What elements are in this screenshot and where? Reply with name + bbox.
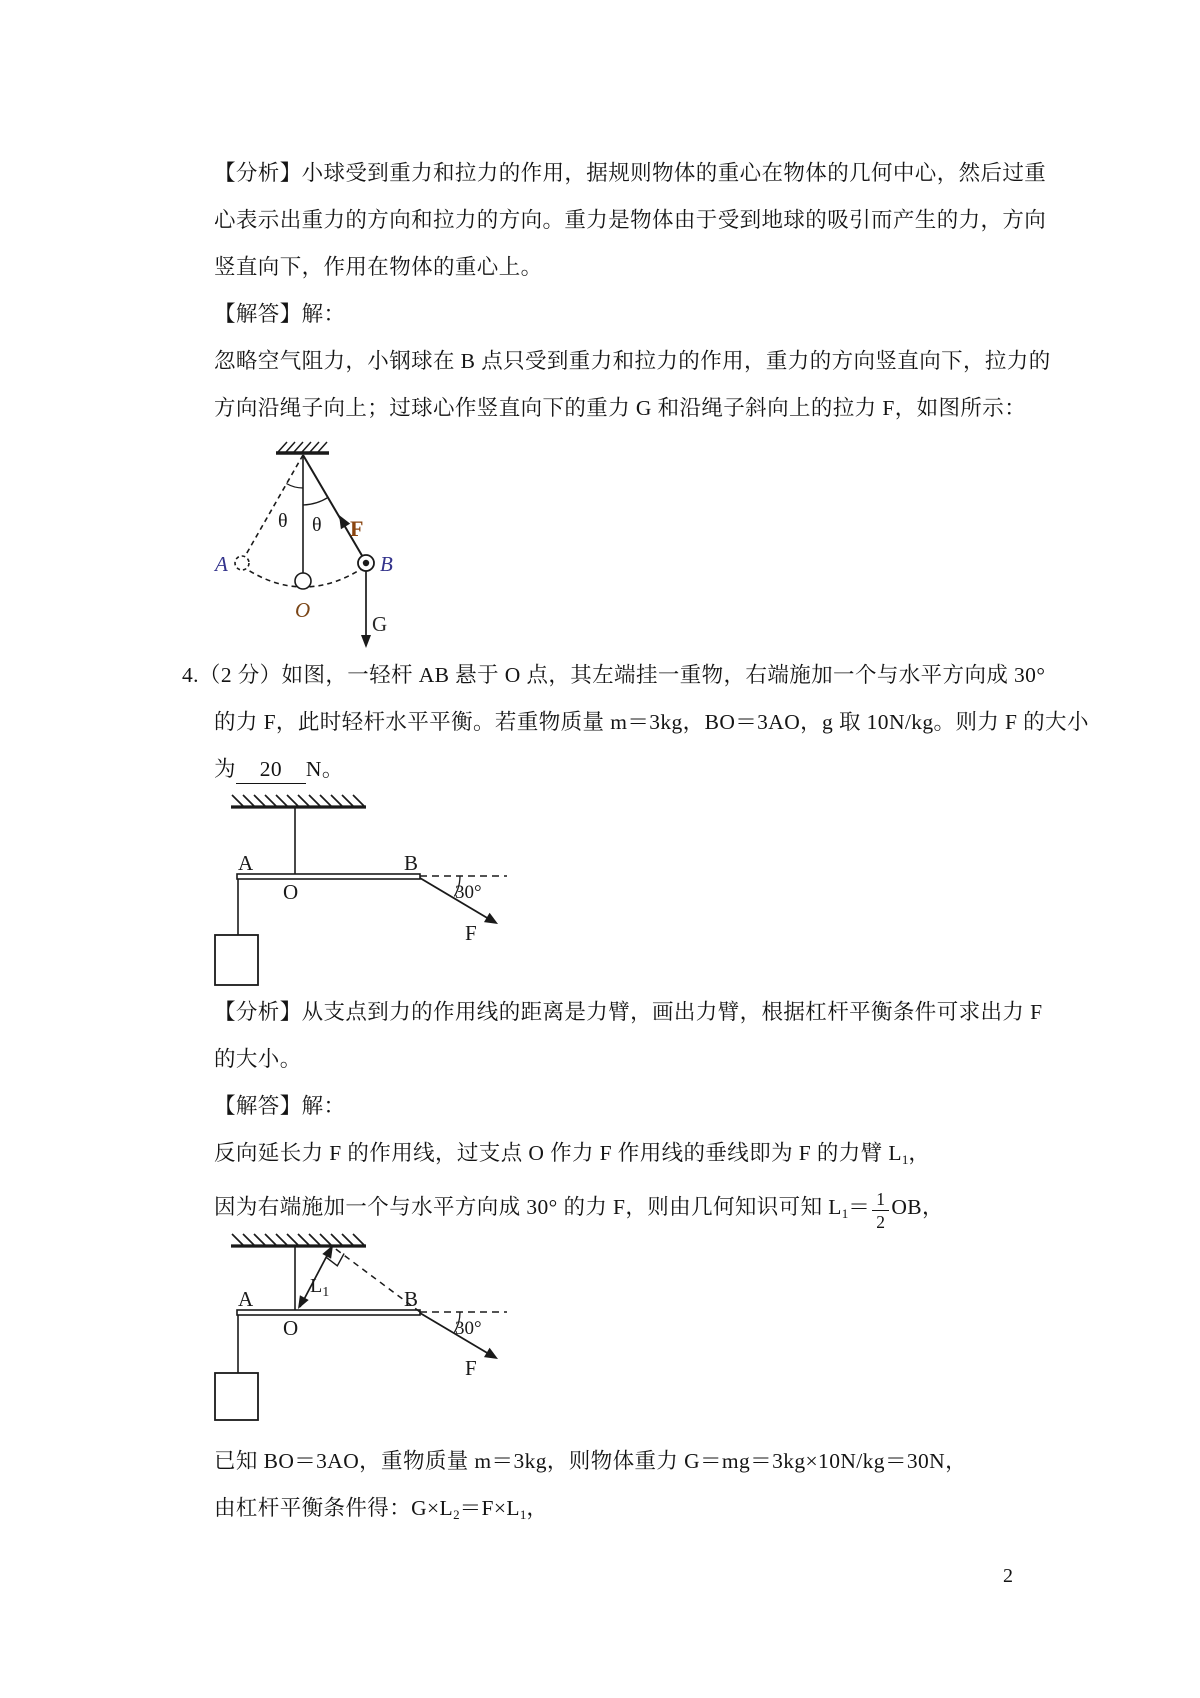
lever-diagram xyxy=(205,790,535,1000)
answer1-line2: 方向沿绳子向上；过球心作竖直向下的重力 G 和沿绳子斜向上的拉力 F，如图所示： xyxy=(214,396,1027,420)
string-position-B xyxy=(303,455,364,559)
L-subscript: 1 xyxy=(322,1285,330,1300)
subscript-1: 1 xyxy=(519,1507,527,1522)
theta-arc-right xyxy=(303,497,328,505)
weight-box xyxy=(215,935,258,985)
answer2-line1-text: 反向延长力 F 的作用线，过支点 O 作力 F 作用线的垂线即为 F 的力臂 L xyxy=(214,1141,902,1165)
answer2-line3: 已知 BO＝3AO，重物质量 m＝3kg，则物体重力 G＝mg＝3kg×10N/kg＝30N， xyxy=(214,1449,967,1473)
point-B-label: B xyxy=(380,552,393,576)
fraction-denominator: 2 xyxy=(876,1212,886,1233)
pendulum-force-diagram xyxy=(200,440,430,658)
force-G-label: G xyxy=(372,612,388,636)
question4-answer-line xyxy=(214,756,344,784)
equals-sign: ＝ xyxy=(848,1195,871,1220)
angle-30-label: 30° xyxy=(455,1318,482,1339)
lever-equation-rhs: ＝F×L xyxy=(459,1496,520,1520)
ball-at-O xyxy=(295,573,311,589)
point-A-label: A xyxy=(215,552,228,576)
string-position-A xyxy=(244,455,303,558)
equation-comma: ， xyxy=(526,1496,549,1520)
ceiling-hatch xyxy=(232,1234,364,1245)
page-number: 2 xyxy=(1003,1565,1013,1587)
answer2-line1-comma: ， xyxy=(908,1141,931,1165)
point-A-label: A xyxy=(238,851,254,875)
analysis2-line2: 的大小。 xyxy=(214,1047,302,1071)
lever-bar xyxy=(237,874,420,879)
force-F-label: F xyxy=(465,921,477,945)
L-letter: L xyxy=(310,1275,323,1297)
moment-arm-L1-label xyxy=(310,1275,329,1300)
theta-left-label: θ xyxy=(278,510,288,532)
point-A-label: A xyxy=(238,1287,254,1311)
point-O-label: O xyxy=(283,880,299,904)
angle-30-label: 30° xyxy=(455,882,482,903)
question4-line1: 4.（2 分）如图，一轻杆 AB 悬于 O 点，其左端挂一重物，右端施加一个与水平方向成 30° xyxy=(182,663,1046,687)
weight-box xyxy=(215,1373,258,1420)
analysis1-line2: 心表示出重力的方向和拉力的方向。重力是物体由于受到地球的吸引而产生的力，方向 xyxy=(214,208,1047,232)
ball-at-B-center xyxy=(363,560,369,566)
answer2-line2-text: 因为右端施加一个与水平方向成 30° 的力 F，则由几何知识可知 L xyxy=(214,1195,842,1220)
answer2-label: 【解答】解： xyxy=(214,1094,346,1118)
subscript-2: 2 xyxy=(453,1507,460,1522)
lever-diagram-with-moment-arm xyxy=(205,1228,535,1428)
lever-bar xyxy=(237,1310,420,1315)
ceiling-hatch xyxy=(232,795,364,806)
point-O-label: O xyxy=(295,598,311,622)
force-F-label: F xyxy=(350,516,364,541)
subscript-1: 1 xyxy=(841,1206,849,1222)
answer-post: N。 xyxy=(305,757,344,781)
fraction-numerator: 1 xyxy=(872,1189,889,1211)
point-B-label: B xyxy=(404,851,419,875)
force-F-arrowhead xyxy=(484,1348,498,1359)
gravity-G-arrowhead xyxy=(361,635,371,648)
answer2-line1 xyxy=(214,1140,930,1168)
answer-pre: 为 xyxy=(214,757,236,781)
theta-arc-left xyxy=(286,484,303,489)
lever-equation-lhs: 由杠杆平衡条件得：G×L xyxy=(214,1496,454,1520)
theta-right-label: θ xyxy=(312,514,322,536)
fraction-one-half xyxy=(872,1189,889,1232)
subscript-1: 1 xyxy=(901,1152,909,1167)
force-F-arrowhead xyxy=(484,913,498,924)
ball-at-A xyxy=(235,556,249,570)
answer-blank-value: 20 xyxy=(236,756,306,784)
analysis2-line1: 【分析】从支点到力的作用线的距离是力臂，画出力臂，根据杠杆平衡条件可求出力 F xyxy=(214,1000,1043,1024)
analysis1-line1: 【分析】小球受到重力和拉力的作用，据规则物体的重心在物体的几何中心，然后过重 xyxy=(214,161,1047,185)
answer2-line4 xyxy=(214,1495,548,1523)
answer1-line1: 忽略空气阻力，小钢球在 B 点只受到重力和拉力的作用，重力的方向竖直向下，拉力的 xyxy=(214,349,1051,373)
point-O-label: O xyxy=(283,1316,299,1340)
moment-arm-bottom-arrowhead xyxy=(298,1295,309,1309)
answer1-label: 【解答】解： xyxy=(214,302,346,326)
point-B-label: B xyxy=(404,1287,419,1311)
answer2-line2-tail: OB， xyxy=(891,1195,944,1220)
analysis1-line3: 竖直向下，作用在物体的重心上。 xyxy=(214,255,543,279)
force-F-label: F xyxy=(465,1356,477,1380)
ceiling-hatch xyxy=(278,442,327,452)
question4-line2: 的力 F，此时轻杆水平平衡。若重物质量 m＝3kg，BO＝3AO，g 取 10N/kg。则力 F 的大小 xyxy=(214,710,1089,734)
answer2-line2 xyxy=(214,1189,944,1232)
